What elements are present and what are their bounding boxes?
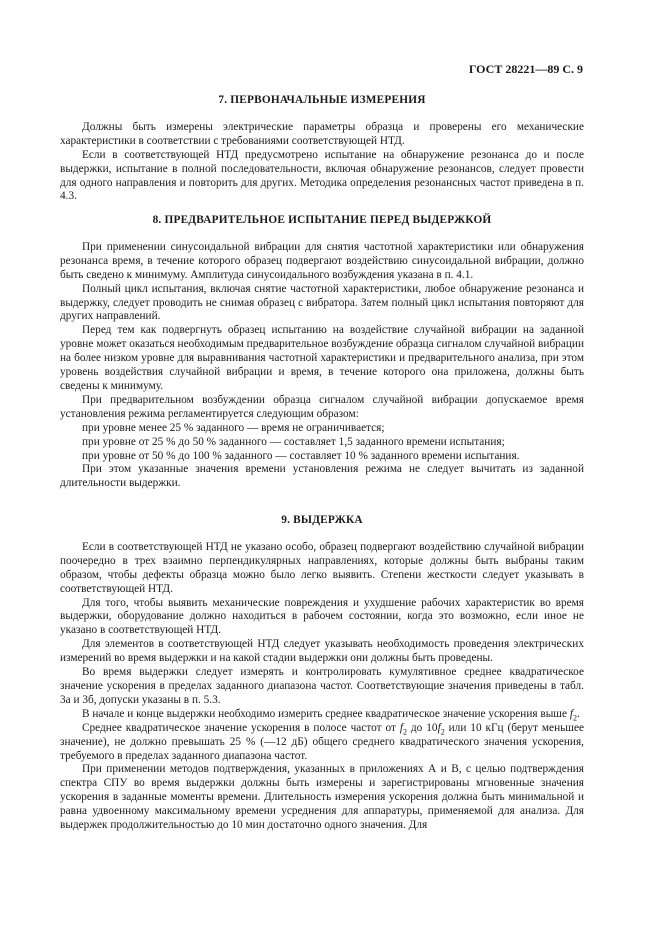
section-title: 7. ПЕРВОНАЧАЛЬНЫЕ ИЗМЕРЕНИЯ bbox=[218, 94, 426, 106]
formula-symbol: f bbox=[437, 721, 441, 734]
paragraph: Перед тем как подвергнуть образец испытанию на воздействие случайной вибрации на заданной уровне может оказаться необходимым предварительное возбуждение образца сигналом случайной вибрации на более низком уровне для выравнивания частотной характеристики и предварительного анализа, при этом уровень воздействия случайной вибрации и время, в течение которого она приложена, должны быть сведены к минимуму. bbox=[60, 324, 584, 392]
section-8 bbox=[60, 214, 584, 491]
formula-symbol: f bbox=[569, 707, 573, 720]
paragraph: Для того, чтобы выявить механические повреждения и ухудшение рабочих характеристик во время выдержки, оборудование должно находиться в рабочем состоянии, когда это возможно, если иное не указано в соответствующей НТД. bbox=[60, 596, 584, 637]
list-item: при уровне от 25 % до 50 % заданного — составляет 1,5 заданного времени испытания; bbox=[82, 435, 505, 448]
paragraph: Если в соответствующей НТД не указано особо, образец подвергают воздействию случайной вибрации поочередно в трех взаимно перпендикулярных направлениях, которые должны быть выбраны таким образом, чтобы дефекты образца можно было легко выявить. Степени жесткости следует указывать в соответствующей НТД. bbox=[60, 540, 584, 595]
list-item: при уровне от 50 % до 100 % заданного — составляет 10 % заданного времени испытания. bbox=[82, 449, 520, 462]
list-item: при уровне менее 25 % заданного — время не ограничивается; bbox=[82, 421, 385, 434]
paragraph: Если в соответствующей НТД предусмотрено испытание на обнаружение резонанса до и после выдержки, испытание в полной последовательности, включая обнаружение резонансов, следует провести для одного направления и повторить для других. Методика определения резонансных частот приведена в п. 4.3. bbox=[60, 148, 584, 203]
text-run: . bbox=[577, 707, 580, 720]
formula-subscript: 2 bbox=[440, 726, 445, 736]
page-header: ГОСТ 28221—89 С. 9 bbox=[468, 62, 583, 76]
text-run: В начале и конце выдержки необходимо измерить среднее квадратическое значение ускорения выше bbox=[82, 707, 570, 720]
formula-subscript: 2 bbox=[573, 713, 577, 723]
paragraph: При этом указанные значения времени установления режима не следует вычитать из заданной длительности выдержки. bbox=[60, 463, 584, 490]
section-title: 9. ВЫДЕРЖКА bbox=[281, 514, 363, 526]
paragraph bbox=[60, 722, 584, 764]
section-title: 8. ПРЕДВАРИТЕЛЬНОЕ ИСПЫТАНИЕ ПЕРЕД ВЫДЕРЖКОЙ bbox=[152, 214, 492, 226]
text-run: Среднее квадратическое значение ускорения в полосе частот от bbox=[82, 721, 400, 734]
paragraph: Должны быть измерены электрические параметры образца и проверены его механические характеристики в соответствии с требованиями соответствующей НТД. bbox=[60, 120, 584, 147]
paragraph: Для элементов в соответствующей НТД следует указывать необходимость проведения электрических измерений во время выдержки и на какой стадии выдержки они должны быть проведены. bbox=[60, 638, 584, 665]
text-run: до 10 bbox=[407, 721, 438, 734]
formula-subscript: 2 bbox=[403, 726, 407, 736]
paragraph: При применении методов подтверждения, указанных в приложениях А и В, с целью подтверждения спектра СПУ во время выдержки должны быть измерены и зарегистрированы мгновенные значения ускорения в заданные моменты времени. Длительность измерения ускорения должна быть минимальной и равна удвоенному максимальному времени усреднения для аппаратуры, применяемой для анализа. Для выдержек продолжительностью до 10 мин достаточно одного значения. Для bbox=[60, 763, 584, 832]
paragraph: При предварительном возбуждении образца сигналом случайной вибрации допускаемое время установления режима регламентируется следующим образом: bbox=[60, 393, 584, 420]
formula-symbol: f bbox=[399, 721, 403, 734]
section-9 bbox=[60, 514, 584, 833]
paragraph bbox=[60, 708, 584, 722]
paragraph: Полный цикл испытания, включая снятие частотной характеристики, любое обнаружение резонанса и выдержку, следует проводить не снимая образец с вибратора. Затем полный цикл испытания повторяют для других направлений. bbox=[60, 282, 584, 323]
text-run: или 10 кГц (берут меньшее значение), не должно превышать 25 % (—12 дБ) общего среднего квадратического значения ускорения, требуемого в пределах заданного диапазона частот. bbox=[60, 721, 584, 762]
paragraph: При применении синусоидальной вибрации для снятия частотной характеристики или обнаружения резонанса время, в течение которого образец подвергают воздействию синусоидальной вибрации, должно быть сведено к минимуму. Амплитуда синусоидального возбуждения указана в п. 4.1. bbox=[60, 240, 584, 281]
section-7 bbox=[60, 94, 584, 204]
paragraph: Во время выдержки следует измерять и контролировать кумулятивное среднее квадратическое значение ускорения в пределах заданного диапазона частот. Соответствующие значения приведены в табл. 3а и 3б, допуски указаны в п. 5.3. bbox=[60, 666, 584, 706]
